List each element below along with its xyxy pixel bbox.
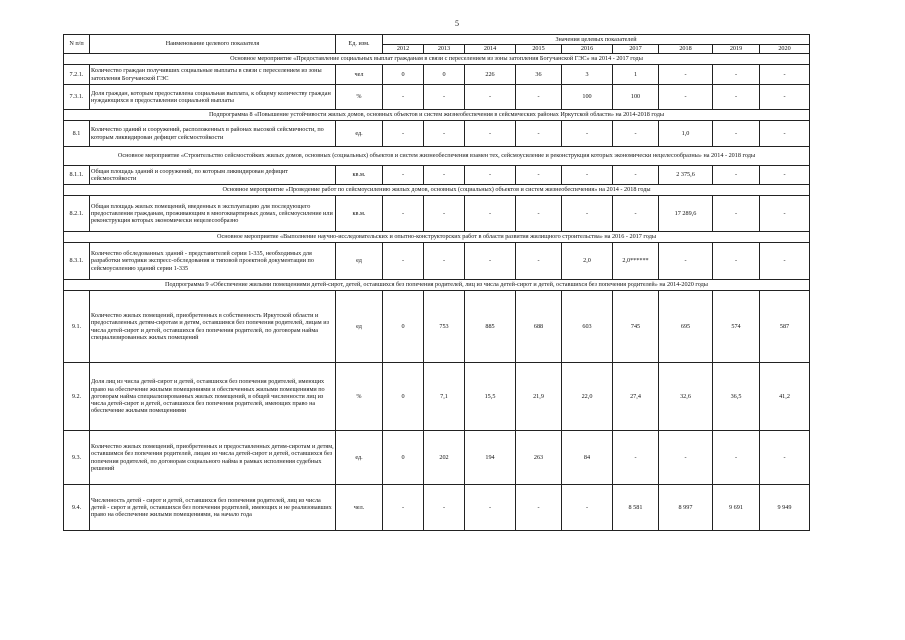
section-row [64, 280, 810, 291]
indicator-value: - [424, 196, 465, 232]
indicator-name: Количество жилых помещений, приобретенных и предоставленных детям-сиротам и детям, оставшимся без попечения родителей, лицам из числа детей-сирот и детей, оставшихся без попечения родителей, по договорам социального найма в рамках исполнения судебных решений [90, 431, 336, 485]
indicator-number: 8.2.1. [64, 196, 90, 232]
indicator-value: - [713, 431, 760, 485]
indicator-value: - [562, 196, 613, 232]
indicator-unit: ед [336, 243, 383, 280]
indicator-unit: кв.м. [336, 196, 383, 232]
indicator-row [64, 243, 810, 280]
indicator-value: - [760, 85, 810, 110]
target-indicators-table [63, 34, 810, 531]
indicator-value: 17 289,6 [659, 196, 713, 232]
indicator-value: - [516, 166, 562, 185]
indicator-value: 27,4 [613, 363, 659, 431]
header-year: 2015 [516, 45, 562, 54]
indicator-value: 226 [465, 65, 516, 85]
indicator-value: 36,5 [713, 363, 760, 431]
indicator-value: 885 [465, 291, 516, 363]
indicator-value: - [613, 431, 659, 485]
indicator-unit: чел. [336, 485, 383, 531]
indicator-value: 22,0 [562, 363, 613, 431]
indicator-value: - [465, 485, 516, 531]
indicator-value: 263 [516, 431, 562, 485]
indicator-unit: ед. [336, 431, 383, 485]
indicator-value: - [713, 166, 760, 185]
section-title: Основное мероприятие «Предоставление социальных выплат гражданам в связи с переселением из зоны затопления Богучанской ГЭС» на 2014 - 2017 годы [64, 54, 810, 65]
indicator-value: - [516, 243, 562, 280]
header-year: 2018 [659, 45, 713, 54]
indicator-row [64, 65, 810, 85]
indicator-value: - [713, 65, 760, 85]
header-num: N п/п [64, 35, 90, 54]
indicator-number: 7.3.1. [64, 85, 90, 110]
indicator-value: 100 [613, 85, 659, 110]
header-name: Наименование целевого показателя [90, 35, 336, 54]
indicator-value: - [383, 485, 424, 531]
header-year: 2017 [613, 45, 659, 54]
indicator-value: 0 [383, 291, 424, 363]
indicator-value: - [424, 243, 465, 280]
indicator-value: - [713, 196, 760, 232]
indicator-value: 2,0****** [613, 243, 659, 280]
indicator-value: 36 [516, 65, 562, 85]
indicator-value: 9 949 [760, 485, 810, 531]
header-year: 2014 [465, 45, 516, 54]
indicator-value: - [562, 485, 613, 531]
section-row [64, 185, 810, 196]
indicator-value: - [465, 121, 516, 147]
indicator-name: Общая площадь жилых помещений, введенных в эксплуатацию для последующего предоставления гражданам, проживающим в многоквартирных домах, сейсмоусиление или реконструкция которых экономически нецелесообразно [90, 196, 336, 232]
section-title: Основное мероприятие «Проведение работ по сейсмоусилению жилых домов, основных (социальных) объектов и систем жизнеобеспечения» на 2014 - 2018 годы [64, 185, 810, 196]
page-number: 5 [455, 19, 459, 28]
indicator-value: 1,0 [659, 121, 713, 147]
section-row [64, 232, 810, 243]
section-title: Основное мероприятие «Строительство сейсмостойких жилых домов, основных (социальных) объектов и систем жизнеобеспечения взамен тех, сейсмоусиление и реконструкция которых экономически нецелесообразны» на 2014 - 2018 годы [64, 147, 810, 166]
indicator-value: 15,5 [465, 363, 516, 431]
indicator-row [64, 196, 810, 232]
indicator-name: Общая площадь зданий и сооружений, по которым ликвидирован дефицит сейсмостойкости [90, 166, 336, 185]
indicator-value: - [383, 243, 424, 280]
indicator-value: 0 [383, 431, 424, 485]
indicator-value: - [424, 85, 465, 110]
indicator-value: - [760, 431, 810, 485]
indicator-number: 8.1.1. [64, 166, 90, 185]
indicator-unit: ед. [336, 121, 383, 147]
indicator-unit: чел [336, 65, 383, 85]
section-title: Подпрограмма 9 «Обеспечение жилыми помещениями детей-сирот, детей, оставшихся без попечения родителей, лиц из числа детей-сирот и детей, оставшихся без попечения родителей» на 2014-2020 годы [64, 280, 810, 291]
indicator-value: - [465, 166, 516, 185]
header-unit: Ед. изм. [336, 35, 383, 54]
indicator-value: 8 997 [659, 485, 713, 531]
indicator-value: - [562, 121, 613, 147]
indicator-row [64, 431, 810, 485]
indicator-unit: % [336, 363, 383, 431]
indicator-value: - [713, 85, 760, 110]
indicator-number: 8.1 [64, 121, 90, 147]
indicator-number: 7.2.1. [64, 65, 90, 85]
indicator-name: Численность детей - сирот и детей, оставшихся без попечения родителей, лиц из числа детей - сирот и детей, оставшихся без попечения родителей, имеющих и не реализовавших право на обеспечение жилыми помещениями, на начало года [90, 485, 336, 531]
indicator-value: 21,9 [516, 363, 562, 431]
indicator-name: Доля граждан, которым предоставлена социальная выплата, к общему количеству граждан нуждающихся в предоставлении социальной выплаты [90, 85, 336, 110]
indicator-value: 603 [562, 291, 613, 363]
indicator-value: 695 [659, 291, 713, 363]
indicator-name: Количество граждан получивших социальные выплаты в связи с переселением из зоны затопления Богучанской ГЭС [90, 65, 336, 85]
indicator-value: - [713, 243, 760, 280]
indicator-value: 587 [760, 291, 810, 363]
header-year: 2016 [562, 45, 613, 54]
indicator-value: - [465, 243, 516, 280]
indicator-value: - [383, 85, 424, 110]
indicator-value: 0 [424, 65, 465, 85]
header-values-title: Значения целевых показателей [383, 35, 810, 45]
indicator-value: - [465, 196, 516, 232]
indicator-number: 9.2. [64, 363, 90, 431]
indicator-value: - [465, 85, 516, 110]
indicator-value: - [659, 431, 713, 485]
indicator-value: 1 [613, 65, 659, 85]
indicator-value: - [659, 85, 713, 110]
header-year: 2012 [383, 45, 424, 54]
indicator-row [64, 291, 810, 363]
indicator-value: 202 [424, 431, 465, 485]
indicator-value: - [383, 166, 424, 185]
indicator-value: 9 691 [713, 485, 760, 531]
indicator-name: Количество обследованных зданий - представителей серии 1-335, необходимых для разработки методики экспресс-обследования и типовой проектной документации по сейсмоусилению зданий серии 1-335 [90, 243, 336, 280]
indicator-value: 0 [383, 65, 424, 85]
indicator-value: - [760, 243, 810, 280]
indicator-value: - [613, 121, 659, 147]
indicator-value: - [516, 121, 562, 147]
indicator-name: Доля лиц из числа детей-сирот и детей, оставшихся без попечения родителей, имеющих право на обеспечение жилыми помещениями и обеспеченных жилыми помещениями по договорам найма специализированных жилых помещений, в общей численности лиц из числа детей-сирот и детей, оставшихся без попечения родителей, имеющих право на обеспечение жилыми помещениями [90, 363, 336, 431]
indicator-value: - [562, 166, 613, 185]
indicator-unit: ед [336, 291, 383, 363]
indicator-value: 688 [516, 291, 562, 363]
header-year: 2020 [760, 45, 810, 54]
header-year: 2019 [713, 45, 760, 54]
section-row [64, 110, 810, 121]
indicator-value: - [760, 166, 810, 185]
indicator-number: 9.3. [64, 431, 90, 485]
indicator-name: Количество зданий и сооружений, расположенных в районах высокой сейсмичности, по которым ликвидирован дефицит сейсмостойкости [90, 121, 336, 147]
section-title: Основное мероприятие «Выполнение научно-исследовательских и опытно-конструкторских работ в области развития жилищного строительства» на 2016 - 2017 годы [64, 232, 810, 243]
indicator-value: - [713, 121, 760, 147]
indicator-value: - [424, 485, 465, 531]
indicator-value: 194 [465, 431, 516, 485]
indicator-value: 753 [424, 291, 465, 363]
indicator-value: - [760, 65, 810, 85]
section-row [64, 54, 810, 65]
indicator-value: - [424, 121, 465, 147]
indicator-value: 32,6 [659, 363, 713, 431]
indicator-value: - [760, 121, 810, 147]
indicator-row [64, 85, 810, 110]
indicator-unit: кв.м. [336, 166, 383, 185]
indicator-value: 0 [383, 363, 424, 431]
indicator-value: - [659, 65, 713, 85]
indicator-number: 8.3.1. [64, 243, 90, 280]
indicator-value: - [659, 243, 713, 280]
indicator-value: - [383, 196, 424, 232]
indicator-row [64, 121, 810, 147]
indicator-value: - [516, 85, 562, 110]
indicator-row [64, 485, 810, 531]
indicator-number: 9.4. [64, 485, 90, 531]
indicator-value: - [760, 196, 810, 232]
indicator-value: - [516, 196, 562, 232]
indicator-value: 3 [562, 65, 613, 85]
indicator-value: 2,0 [562, 243, 613, 280]
indicator-row [64, 363, 810, 431]
indicator-value: 8 581 [613, 485, 659, 531]
header-year: 2013 [424, 45, 465, 54]
section-row [64, 147, 810, 166]
indicator-value: 84 [562, 431, 613, 485]
indicator-value: 2 375,6 [659, 166, 713, 185]
indicator-row [64, 166, 810, 185]
indicator-value: 574 [713, 291, 760, 363]
indicator-value: - [516, 485, 562, 531]
indicator-value: - [613, 166, 659, 185]
indicator-value: - [383, 121, 424, 147]
indicator-name: Количество жилых помещений, приобретенных в собственность Иркутской области и предоставленных детям-сиротам и детям, оставшимся без попечения родителей, лицам из числа детей-сирот и детей, оставшихся без попечения родителей, по договорам найма специализированных жилых помещений [90, 291, 336, 363]
indicator-number: 9.1. [64, 291, 90, 363]
indicator-value: 7,1 [424, 363, 465, 431]
indicator-value: 41,2 [760, 363, 810, 431]
indicator-value: 100 [562, 85, 613, 110]
indicator-value: 745 [613, 291, 659, 363]
section-title: Подпрограмма 8 «Повышение устойчивости жилых домов, основных объектов и систем жизнеобеспечения в сейсмических районах Иркутской области» на 2014-2018 годы [64, 110, 810, 121]
indicator-value: - [424, 166, 465, 185]
indicator-unit: % [336, 85, 383, 110]
indicator-value: - [613, 196, 659, 232]
